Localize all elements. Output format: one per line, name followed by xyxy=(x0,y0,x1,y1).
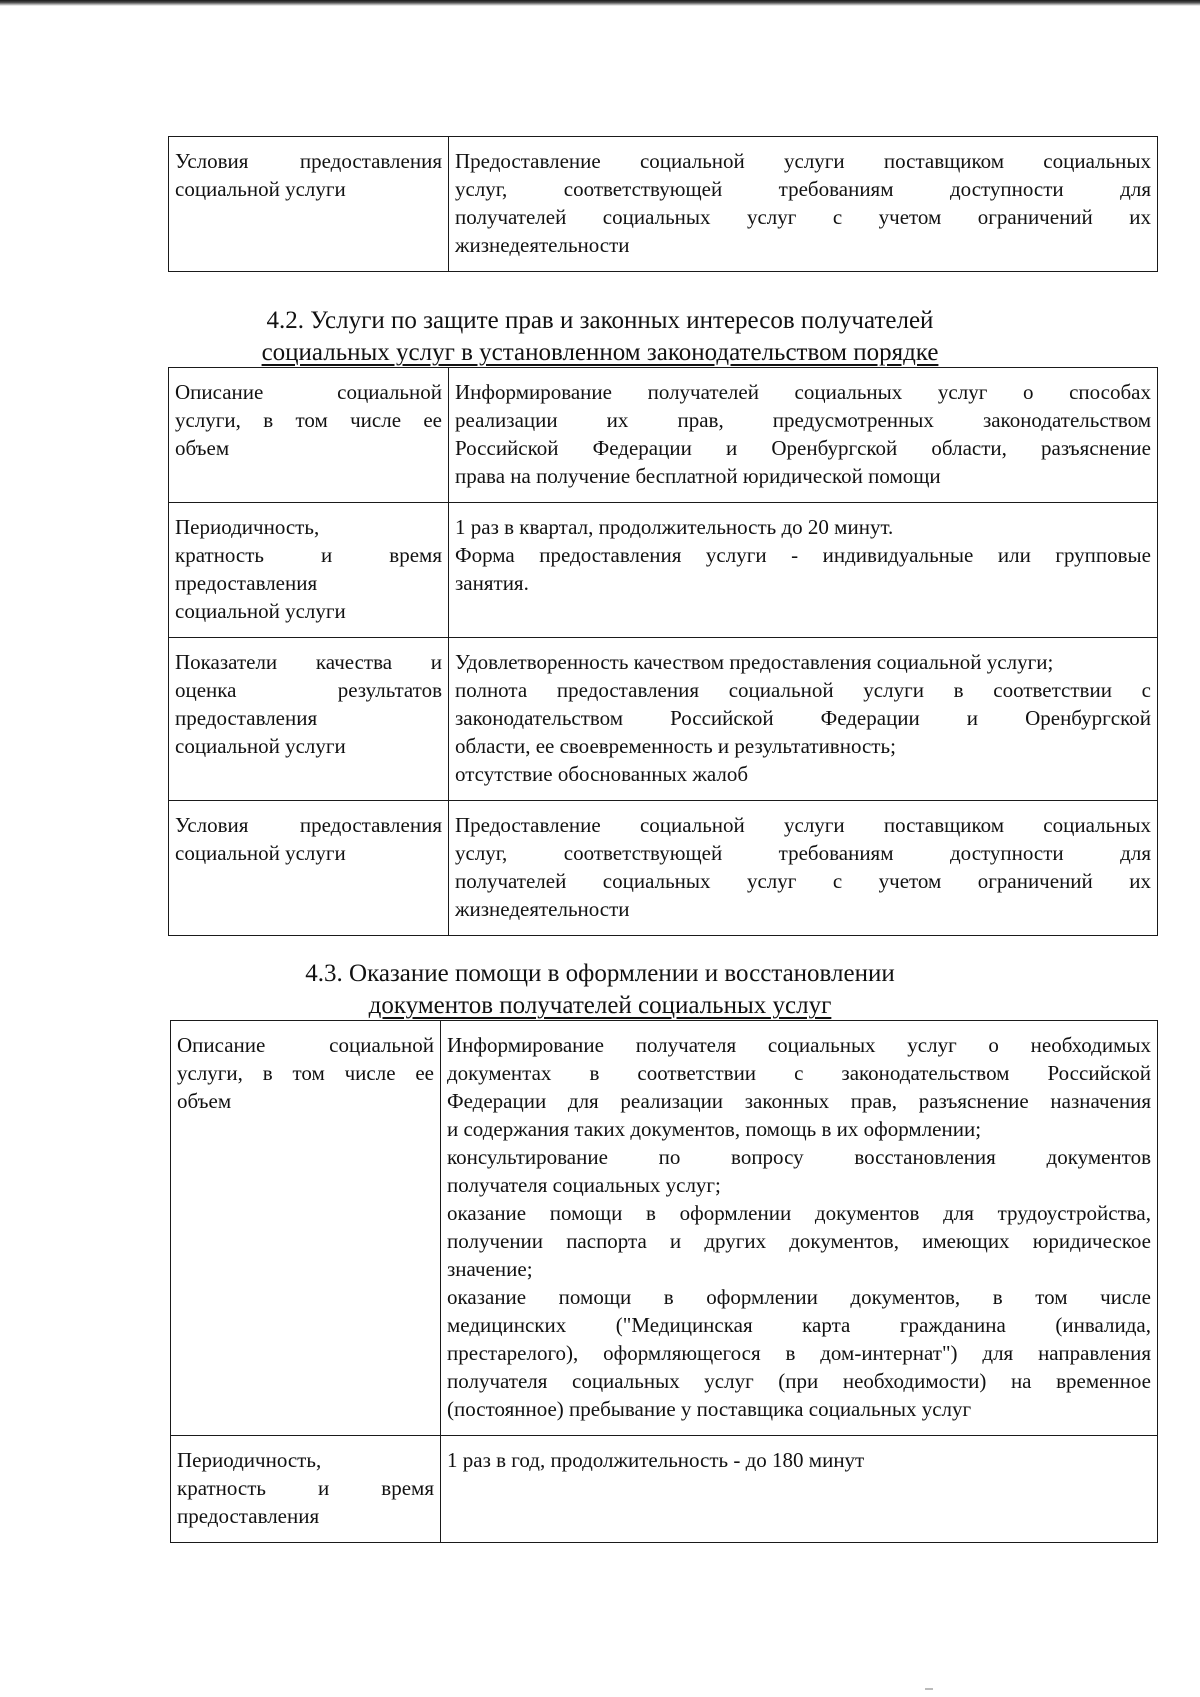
label-line: кратность и время xyxy=(175,543,442,567)
value-line: реализации их прав, предусмотренных законодательством xyxy=(455,408,1151,432)
label-line: Условия предоставления xyxy=(175,813,442,837)
scan-speck xyxy=(925,1688,933,1690)
value-line: Информирование получателя социальных услуг о необходимых xyxy=(447,1033,1151,1057)
value-line: услуг, соответствующей требованиям доступности для xyxy=(455,177,1151,201)
label-line: кратность и время xyxy=(177,1476,434,1500)
table-row xyxy=(169,368,1158,503)
label-line: Описание социальной xyxy=(177,1033,434,1057)
scan-edge-shadow xyxy=(0,0,1200,6)
label-line: социальной услуги xyxy=(175,177,346,201)
label-line: оценка результатов xyxy=(175,678,442,702)
value-line: получателей социальных услуг с учетом ограничений их xyxy=(455,869,1151,893)
value-line: услуг, соответствующей требованиям доступности для xyxy=(455,841,1151,865)
value-line: Удовлетворенность качеством предоставления социальной услуги; xyxy=(455,650,1054,674)
table-row xyxy=(171,1021,1158,1436)
label-line: предоставления xyxy=(177,1504,320,1528)
row-value xyxy=(449,503,1158,638)
value-line: престарелого), оформляющегося в дом-интернат") для направления xyxy=(447,1341,1151,1365)
row-value xyxy=(441,1436,1158,1543)
heading-line: 4.3. Оказание помощи в оформлении и восстановлении xyxy=(305,960,895,987)
table-row xyxy=(169,801,1158,936)
label-line: предоставления xyxy=(175,706,318,730)
label-line: объем xyxy=(175,436,230,460)
value-line: получателя социальных услуг; xyxy=(447,1173,721,1197)
value-line: Российской Федерации и Оренбургской области, разъяснение xyxy=(455,436,1151,460)
table-row xyxy=(169,503,1158,638)
row-value xyxy=(449,368,1158,503)
label-line: социальной услуги xyxy=(175,841,346,865)
row-label xyxy=(169,503,449,638)
value-line: консультирование по вопросу восстановления документов xyxy=(447,1145,1151,1169)
row-value xyxy=(449,137,1158,272)
heading-line: социальных услуг в установленном законодательством порядке xyxy=(261,339,939,366)
value-line: значение; xyxy=(447,1257,533,1281)
value-line: Федерации для реализации законных прав, разъяснение назначения xyxy=(447,1089,1151,1113)
label-line: Показатели качества и xyxy=(175,650,442,674)
value-line: Предоставление социальной услуги поставщиком социальных xyxy=(455,813,1151,837)
value-line: оказание помощи в оформлении документов для трудоустройства, xyxy=(447,1201,1151,1225)
row-label xyxy=(169,801,449,936)
label-line: Периодичность, xyxy=(175,515,320,539)
table-row xyxy=(171,1436,1158,1543)
row-label xyxy=(169,638,449,801)
value-line: документах в соответствии с законодательством Российской xyxy=(447,1061,1151,1085)
value-line: 1 раз в квартал, продолжительность до 20 минут. xyxy=(455,515,894,539)
row-label xyxy=(169,368,449,503)
label-line: Периодичность, xyxy=(177,1448,322,1472)
value-line: Информирование получателей социальных услуг о способах xyxy=(455,380,1151,404)
value-line: Предоставление социальной услуги поставщиком социальных xyxy=(455,149,1151,173)
value-line: области, ее своевременность и результативность; xyxy=(455,734,896,758)
value-line: полнота предоставления социальной услуги в соответствии с xyxy=(455,678,1151,702)
row-value xyxy=(441,1021,1158,1436)
label-line: социальной услуги xyxy=(175,734,346,758)
section-heading-4-2 xyxy=(0,305,1200,369)
label-line: социальной услуги xyxy=(175,599,346,623)
section-4-3-table xyxy=(170,1020,1158,1543)
section-heading-4-3 xyxy=(0,958,1200,1022)
value-line: права на получение бесплатной юридической помощи xyxy=(455,464,941,488)
top-services-table xyxy=(168,136,1158,272)
value-line: Форма предоставления услуги - индивидуальные или групповые xyxy=(455,543,1151,567)
value-line: оказание помощи в оформлении документов, в том числе xyxy=(447,1285,1151,1309)
row-label xyxy=(169,137,449,272)
row-value xyxy=(449,801,1158,936)
value-line: жизнедеятельности xyxy=(455,897,630,921)
value-line: (постоянное) пребывание у поставщика социальных услуг xyxy=(447,1397,972,1421)
value-line: получателей социальных услуг с учетом ограничений их xyxy=(455,205,1151,229)
row-label xyxy=(171,1021,441,1436)
heading-line: 4.2. Услуги по защите прав и законных интересов получателей xyxy=(266,307,934,334)
label-line: услуги, в том числе ее xyxy=(175,408,442,432)
heading-line: документов получателей социальных услуг xyxy=(368,992,832,1019)
table-row xyxy=(169,137,1158,272)
label-line: услуги, в том числе ее xyxy=(177,1061,434,1085)
value-line: и содержания таких документов, помощь в их оформлении; xyxy=(447,1117,982,1141)
value-line: законодательством Российской Федерации и Оренбургской xyxy=(455,706,1151,730)
row-label xyxy=(171,1436,441,1543)
row-value xyxy=(449,638,1158,801)
label-line: Условия предоставления xyxy=(175,149,442,173)
value-line: получении паспорта и других документов, имеющих юридическое xyxy=(447,1229,1151,1253)
label-line: Описание социальной xyxy=(175,380,442,404)
value-line: 1 раз в год, продолжительность - до 180 минут xyxy=(447,1448,865,1472)
label-line: предоставления xyxy=(175,571,318,595)
value-line: занятия. xyxy=(455,571,529,595)
value-line: получателя социальных услуг (при необходимости) на временное xyxy=(447,1369,1151,1393)
value-line: отсутствие обоснованных жалоб xyxy=(455,762,749,786)
label-line: объем xyxy=(177,1089,232,1113)
value-line: медицинских ("Медицинская карта гражданина (инвалида, xyxy=(447,1313,1151,1337)
table-row xyxy=(169,638,1158,801)
value-line: жизнедеятельности xyxy=(455,233,630,257)
section-4-2-table xyxy=(168,367,1158,936)
